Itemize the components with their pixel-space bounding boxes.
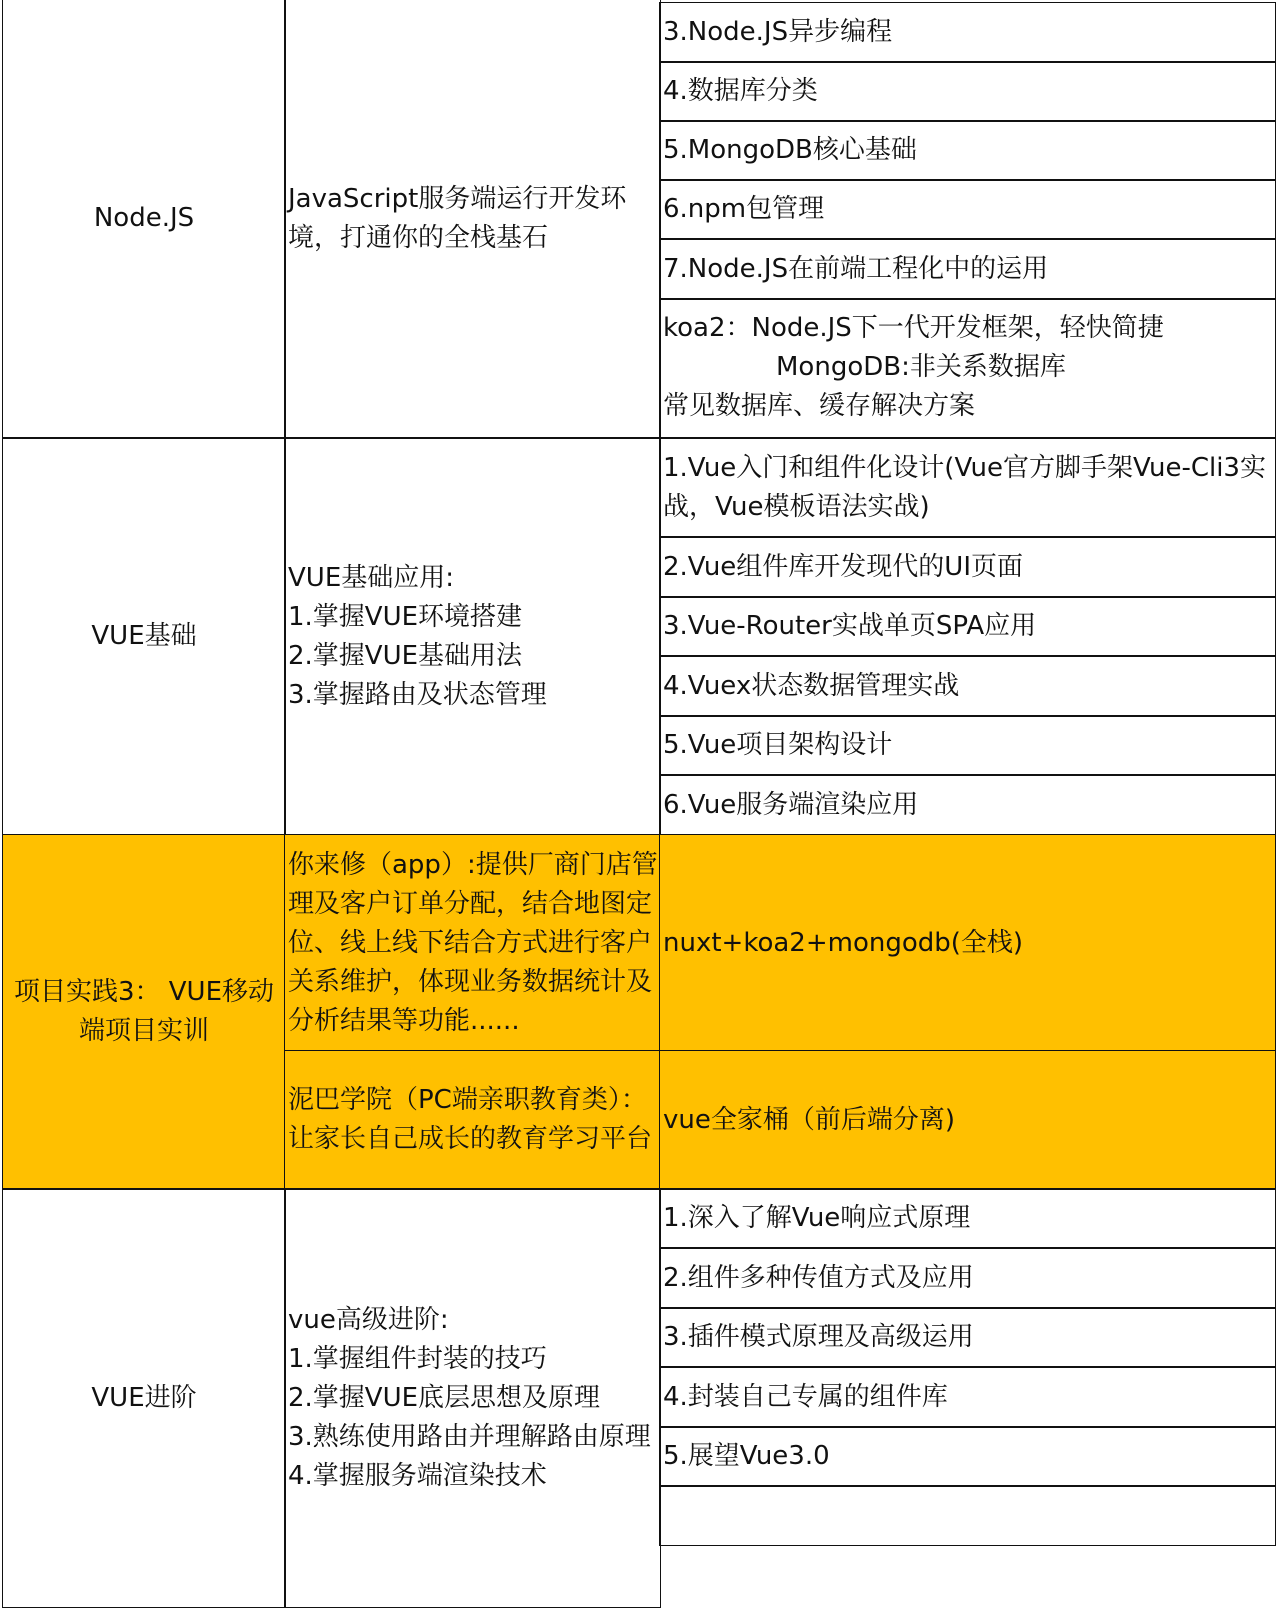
item-text: 3.插件模式原理及高级运用 — [663, 1322, 974, 1352]
item-cell — [659, 536, 1276, 598]
item-cell — [659, 2, 1276, 63]
item-text: 4.封装自己专属的组件库 — [663, 1381, 948, 1412]
item-cell — [659, 1307, 1276, 1368]
item-cell — [659, 1366, 1276, 1428]
project-stack-cell — [659, 1050, 1276, 1190]
item-cell — [659, 1485, 1276, 1546]
description-text: VUE基础应用: 1.掌握VUE环境搭建 2.掌握VUE基础用法 3.掌握路由及状态管理 — [288, 562, 547, 710]
item-text: 2.组件多种传值方式及应用 — [663, 1262, 974, 1293]
category-cell-nodejs — [2, 0, 286, 439]
category-label: VUE进阶 — [91, 1382, 197, 1413]
item-cell — [659, 774, 1276, 836]
item-cell — [659, 61, 1276, 122]
project-description-cell — [284, 834, 661, 1052]
item-text: 5.Vue项目架构设计 — [663, 730, 893, 760]
item-text: 1.Vue入门和组件化设计(Vue官方脚手架Vue-Cli3实战，Vue模板语法实战) — [663, 452, 1266, 522]
description-text: JavaScript服务端运行开发环境，打通你的全栈基石 — [288, 183, 627, 253]
item-text: 7.Node.JS在前端工程化中的运用 — [663, 253, 1049, 284]
item-text: 5.MongoDB核心基础 — [663, 135, 917, 165]
item-cell — [659, 238, 1276, 300]
extra-line: MongoDB:非关系数据库 — [776, 352, 1066, 382]
category-cell-vue-advanced — [2, 1188, 286, 1608]
category-cell-vue-basics — [2, 437, 286, 836]
category-cell-project-practice — [2, 834, 286, 1190]
project-stack-cell — [659, 834, 1276, 1052]
project-description-text: 你来修（app）:提供厂商门店管理及客户订单分配，结合地图定位、线上线下结合方式进行客户关系维护，体现业务数据统计及分析结果等功能...... — [288, 850, 658, 1036]
item-text: 4.Vuex状态数据管理实战 — [663, 670, 960, 701]
description-cell-vue-advanced — [284, 1188, 661, 1608]
item-cell — [659, 179, 1276, 240]
item-text: 5.展望Vue3.0 — [663, 1441, 830, 1471]
category-label: VUE基础 — [91, 621, 197, 651]
item-cell — [659, 1247, 1276, 1309]
project-stack-text: vue全家桶（前后端分离) — [663, 1104, 956, 1135]
item-cell — [659, 1188, 1276, 1249]
description-text: vue高级进阶: 1.掌握组件封装的技巧 2.掌握VUE底层思想及原理 3.熟练使用路由并理解路由原理 4.掌握服务端渲染技术 — [288, 1304, 651, 1491]
item-cell — [659, 437, 1276, 538]
item-cell — [659, 596, 1276, 657]
extra-line: 常见数据库、缓存解决方案 — [663, 391, 976, 421]
item-text: 4.数据库分类 — [663, 76, 818, 106]
item-text: 6.npm包管理 — [663, 194, 825, 224]
item-text: 6.Vue服务端渲染应用 — [663, 789, 919, 820]
category-label: Node.JS — [93, 203, 195, 233]
item-cell — [659, 715, 1276, 776]
item-cell — [659, 1426, 1276, 1487]
item-text: 1.深入了解Vue响应式原理 — [663, 1203, 971, 1233]
description-cell-nodejs — [284, 0, 661, 439]
category-label: 项目实践3： VUE移动端项目实训 — [13, 977, 275, 1046]
item-cell-extra — [659, 298, 1276, 439]
item-text: 2.Vue组件库开发现代的UI页面 — [663, 551, 1024, 582]
project-description-cell — [284, 1050, 661, 1190]
extra-line: koa2：Node.JS下一代开发框架，轻快简捷 — [663, 313, 1164, 343]
project-description-text: 泥巴学院（PC端亲职教育类）： 让家长自己成长的教育学习平台 — [288, 1085, 653, 1154]
project-stack-text: nuxt+koa2+mongodb(全栈) — [663, 927, 1024, 958]
item-cell — [659, 655, 1276, 717]
item-text: 3.Vue-Router实战单页SPA应用 — [663, 611, 1037, 641]
description-cell-vue-basics — [284, 437, 661, 836]
item-text: 3.Node.JS异步编程 — [663, 17, 893, 47]
item-cell — [659, 120, 1276, 181]
